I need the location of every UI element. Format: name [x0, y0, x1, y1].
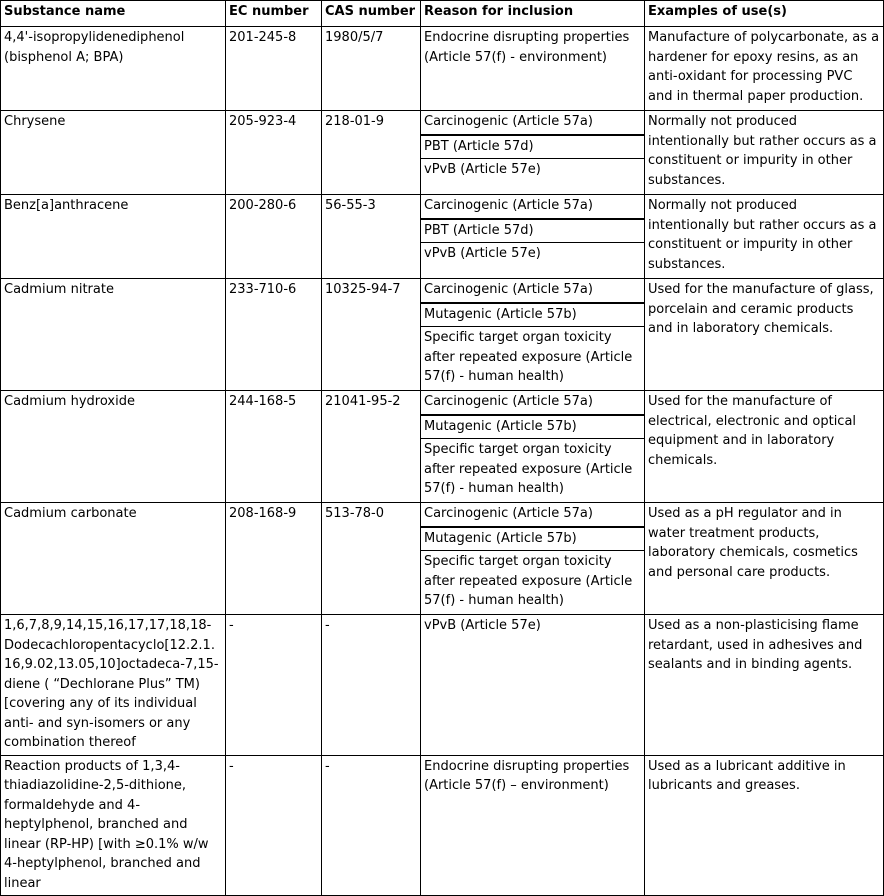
cas-number-cell: 10325-94-7 [322, 279, 421, 391]
reason-item: vPvB (Article 57e) [424, 618, 541, 633]
table-row [1, 27, 884, 111]
reason-item: Specific target organ toxicity after repeated exposure (Article 57(f) - human health) [424, 554, 633, 608]
reason-item: Carcinogenic (Article 57a) [421, 503, 644, 528]
reason-item: Carcinogenic (Article 57a) [421, 391, 644, 416]
ec-number-cell: - [226, 615, 322, 756]
uses-cell: Normally not produced intentionally but rather occurs as a constituent or impurity in other substances. [645, 111, 884, 195]
table-row [1, 503, 884, 615]
reason-cell [421, 195, 645, 279]
header-cas-number: CAS number [322, 1, 421, 27]
header-reason-for-inclusion: Reason for inclusion [421, 1, 645, 27]
table-row [1, 279, 884, 391]
reason-item: Carcinogenic (Article 57a) [421, 195, 644, 220]
header-row [1, 1, 884, 27]
substance-name-cell: 1,6,7,8,9,14,15,16,17,17,18,18-Dodecachloropentacyclo[12.2.1.16,9.02,13.05,10]octadeca-7,15-diene ( “Dechlorane Plus” TM) [covering any of its individual anti- and syn-isomers or any combination thereof [1, 615, 226, 756]
header-substance-name: Substance name [1, 1, 226, 27]
substance-name-cell: Reaction products of 1,3,4-thiadiazolidine-2,5-dithione, formaldehyde and 4-heptylphenol, branched and linear (RP-HP) [with ≥0.1% w/w 4-heptylphenol, branched and linear [1, 755, 226, 896]
ec-number-cell: 233-710-6 [226, 279, 322, 391]
table-row [1, 391, 884, 503]
reason-item: PBT (Article 57d) [421, 220, 644, 244]
table-row [1, 755, 884, 896]
reason-item: Carcinogenic (Article 57a) [421, 111, 644, 136]
reason-item: Endocrine disrupting properties (Article 57(f) - environment) [424, 30, 630, 65]
uses-cell: Used as a pH regulator and in water treatment products, laboratory chemicals, cosmetics and personal care products. [645, 503, 884, 615]
uses-cell: Used for the manufacture of glass, porcelain and ceramic products and in laboratory chemicals. [645, 279, 884, 391]
header-examples-of-use: Examples of use(s) [645, 1, 884, 27]
substance-name-cell: Benz[a]anthracene [1, 195, 226, 279]
cas-number-cell: 56-55-3 [322, 195, 421, 279]
ec-number-cell: - [226, 755, 322, 896]
reason-item: PBT (Article 57d) [421, 136, 644, 160]
reason-item: Specific target organ toxicity after repeated exposure (Article 57(f) - human health) [424, 442, 633, 496]
reason-cell [421, 503, 645, 615]
uses-cell: Used as a non-plasticising flame retardant, used in adhesives and sealants and in binding agents. [645, 615, 884, 756]
ec-number-cell: 244-168-5 [226, 391, 322, 503]
cas-number-cell: - [322, 755, 421, 896]
reason-item: vPvB (Article 57e) [424, 246, 541, 261]
reason-cell [421, 279, 645, 391]
reason-item: Endocrine disrupting properties (Article 57(f) – environment) [424, 758, 630, 793]
uses-cell: Used as a lubricant additive in lubricants and greases. [645, 755, 884, 896]
substance-name-cell: Chrysene [1, 111, 226, 195]
substance-name-cell: Cadmium hydroxide [1, 391, 226, 503]
header-ec-number: EC number [226, 1, 322, 27]
cas-number-cell: 218-01-9 [322, 111, 421, 195]
reason-cell [421, 615, 645, 756]
reason-item: Mutagenic (Article 57b) [421, 416, 644, 440]
ec-number-cell: 205-923-4 [226, 111, 322, 195]
ec-number-cell: 208-168-9 [226, 503, 322, 615]
uses-cell: Normally not produced intentionally but rather occurs as a constituent or impurity in other substances. [645, 195, 884, 279]
reason-cell [421, 111, 645, 195]
reason-item: Carcinogenic (Article 57a) [421, 279, 644, 304]
table-row [1, 195, 884, 279]
cas-number-cell: - [322, 615, 421, 756]
uses-cell: Used for the manufacture of electrical, electronic and optical equipment and in laboratory chemicals. [645, 391, 884, 503]
substance-name-cell: Cadmium carbonate [1, 503, 226, 615]
reason-item: vPvB (Article 57e) [424, 162, 541, 177]
reason-cell [421, 27, 645, 111]
cas-number-cell: 1980/5/7 [322, 27, 421, 111]
cas-number-cell: 21041-95-2 [322, 391, 421, 503]
reason-item: Specific target organ toxicity after repeated exposure (Article 57(f) - human health) [424, 330, 633, 384]
substance-name-cell: Cadmium nitrate [1, 279, 226, 391]
ec-number-cell: 201-245-8 [226, 27, 322, 111]
table-row [1, 615, 884, 756]
reason-cell [421, 391, 645, 503]
reason-item: Mutagenic (Article 57b) [421, 304, 644, 328]
reason-cell [421, 755, 645, 896]
cas-number-cell: 513-78-0 [322, 503, 421, 615]
ec-number-cell: 200-280-6 [226, 195, 322, 279]
reason-item: Mutagenic (Article 57b) [421, 528, 644, 552]
table-row [1, 111, 884, 195]
substance-name-cell: 4,4'-isopropylidenediphenol (bisphenol A; BPA) [1, 27, 226, 111]
uses-cell: Manufacture of polycarbonate, as a hardener for epoxy resins, as an anti-oxidant for processing PVC and in thermal paper production. [645, 27, 884, 111]
